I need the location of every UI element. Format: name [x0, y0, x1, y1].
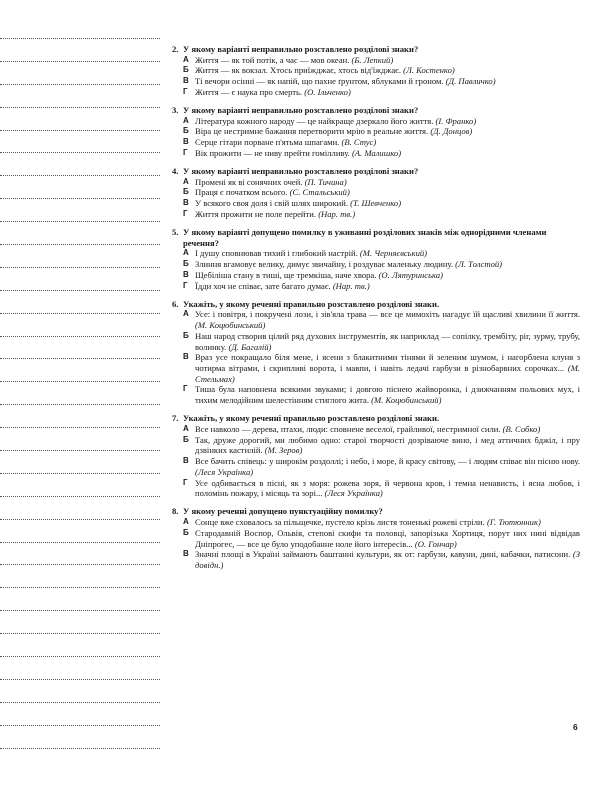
option-text [195, 435, 580, 456]
option-quote: У всякого своя доля і свій шлях широкий. [195, 198, 351, 209]
answer-option[interactable] [183, 424, 580, 435]
option-letter: В [183, 549, 189, 559]
option-letter: В [183, 269, 189, 279]
answer-option[interactable] [183, 517, 580, 528]
note-line [0, 450, 160, 451]
option-source: (О. Гончар) [414, 538, 457, 549]
option-source: (М. Зеров) [264, 445, 303, 456]
option-quote: Тиша була наповнена всякими звуками; і довгою піснею жайворонка, і дзижчанням польових мух, і тихим мелодійним шелестінням стиглого жита. [195, 384, 580, 406]
question-number: 5. [172, 227, 179, 238]
option-quote: Злиння вгамовує велику, димує звичайну, і роздуває маленьку людину. [195, 259, 456, 270]
option-quote: І душу сповнював тихий і глибокий настрій. [195, 248, 360, 259]
option-letter: В [183, 198, 189, 208]
note-line [0, 404, 160, 405]
option-text [195, 209, 580, 220]
option-letter: Б [183, 527, 189, 537]
answer-option[interactable] [183, 331, 580, 352]
option-quote: Усе: і повітря, і покручені лози, і зів'яла трава — все це мимохіть нагадує їй щасливі хвилини її життя. [195, 309, 580, 320]
note-line [0, 656, 160, 657]
option-quote: Враз усе покращало біля мене, і ясени з блакитними тінями й зеленим шумом, і нагорблена клуня з чотирма вітрами, і скрипливі ворота, і мавпи, і навіть ледачі гарбузи в різнобарвних сорочках... [195, 352, 580, 373]
option-quote: Щебіліша стану в тиші, ще тремкіша, наче хвора. [195, 269, 379, 280]
question-prompt [172, 413, 580, 424]
note-line [0, 152, 160, 153]
option-source: (Леся Українка) [324, 488, 383, 499]
option-text [195, 478, 580, 499]
option-source: (М. Черняєвський) [359, 248, 428, 259]
questions-column [172, 44, 580, 578]
option-letter: Г [183, 147, 188, 157]
option-source: (Д. Донцов) [430, 126, 473, 137]
option-quote: Все навколо — дерева, птахи, люди: сповнене веселої, грайливої, нестримної сили. [195, 424, 503, 434]
option-quote: Вік прожити — не ниву прейти гомілливу. [195, 147, 352, 158]
option-letter: В [183, 456, 189, 466]
option-letter: Г [183, 477, 188, 487]
option-quote: Значні площі в Україні займають баштанні культури, як от: гарбузи, кавуни, дині, кабачки, патисони. [195, 549, 573, 560]
answer-option[interactable] [183, 55, 580, 66]
answer-option[interactable] [183, 281, 580, 292]
option-letter: Г [183, 280, 188, 290]
note-line [0, 107, 160, 108]
answer-option[interactable] [183, 549, 580, 570]
question-prompt [172, 506, 580, 517]
option-quote: Промені як ві сонячних очей. [195, 176, 305, 187]
option-source: (А. Малишко) [351, 147, 402, 158]
option-quote: Так, друже дорогий, ми любимо одно: старої творчості дозріваюче вино, і мед аттичних бджіл, і пру дзвінких кастилій. [195, 434, 580, 456]
option-text [195, 177, 580, 188]
answer-option[interactable] [183, 126, 580, 137]
note-line [0, 313, 160, 314]
note-line [0, 473, 160, 474]
question-2 [172, 44, 580, 98]
option-text [195, 148, 580, 159]
answer-option[interactable] [183, 148, 580, 159]
question-number: 4. [172, 166, 179, 177]
option-letter: Б [183, 187, 189, 197]
option-letter: Г [183, 86, 188, 96]
option-source: (Г. Тютюнник) [486, 517, 541, 528]
option-quote: Наш народ створив цілий ряд духових інструментів, як наприклад — сопілку, трембіту, ріг, зурму, трубу, волинку. [195, 330, 580, 352]
note-line [0, 725, 160, 726]
question-3 [172, 105, 580, 159]
option-letter: Б [183, 330, 189, 340]
option-letter: А [183, 517, 189, 527]
option-source: (Л. Костенко) [403, 65, 455, 76]
note-line [0, 175, 160, 176]
option-quote: Життя прожити не поле перейти. [195, 208, 319, 219]
option-letter: А [183, 309, 189, 319]
notes-column [0, 38, 160, 771]
option-text [195, 270, 580, 281]
option-text [195, 259, 580, 270]
answer-option[interactable] [183, 435, 580, 456]
note-line [0, 61, 160, 62]
note-line [0, 679, 160, 680]
answer-option[interactable] [183, 187, 580, 198]
option-letter: А [183, 54, 189, 64]
question-4 [172, 166, 580, 220]
option-source: (О. Лятуринська) [378, 269, 443, 280]
option-source: (М. Стельмах) [195, 362, 580, 384]
note-line [0, 290, 160, 291]
answer-option[interactable] [183, 352, 580, 384]
answer-option[interactable] [183, 248, 580, 259]
question-8 [172, 506, 580, 570]
question-prompt [172, 166, 580, 177]
question-number: 7. [172, 413, 179, 424]
question-prompt [172, 44, 580, 55]
option-source: (Нар. тв.) [318, 208, 356, 219]
option-source: (Т. Шевченко) [350, 198, 402, 209]
option-text [195, 198, 580, 209]
answer-option[interactable] [183, 309, 580, 330]
question-number: 3. [172, 105, 179, 116]
option-text [195, 549, 580, 570]
option-source: (П. Тичина) [304, 176, 347, 187]
answer-option[interactable] [183, 270, 580, 281]
option-letter: В [183, 76, 189, 86]
question-5 [172, 227, 580, 291]
option-text [195, 331, 580, 352]
option-text [195, 55, 580, 66]
note-line [0, 221, 160, 222]
option-text [195, 384, 580, 405]
option-source: (І. Франко) [435, 115, 477, 126]
answer-option[interactable] [183, 384, 580, 405]
question-number: 6. [172, 298, 179, 309]
answer-option[interactable] [183, 76, 580, 87]
answer-option[interactable] [183, 259, 580, 270]
option-quote: Сонце вже сховалось за пільщечке, пустело крізь листя тоненькі рожеві стріли. [195, 517, 487, 528]
question-text: У якому варіанті неправильно розставлено розділові знаки? [183, 105, 419, 116]
note-line [0, 587, 160, 588]
option-letter: В [183, 137, 189, 147]
question-prompt [172, 299, 580, 310]
answer-option[interactable] [183, 478, 580, 499]
option-text [195, 424, 580, 435]
question-prompt [172, 227, 580, 248]
option-letter: Г [183, 384, 188, 394]
option-quote: Все бачить співець: у широкім роздоллі; і небо, і море, й красу світову, — і людям співає він пісню нову. [195, 456, 580, 467]
question-text: У якому варіанті неправильно розставлено розділові знаки? [183, 44, 419, 54]
option-text [195, 187, 580, 198]
option-text [195, 126, 580, 137]
question-text: Укажіть, у якому реченні правильно розставлено розділові знаки. [183, 413, 440, 424]
option-quote: Віра це нестримне бажання перетворити мрію в реальне життя. [195, 126, 431, 137]
option-quote: Життя — як той потік, а час — мов океан. [195, 54, 352, 65]
note-line [0, 564, 160, 565]
answer-option[interactable] [183, 87, 580, 98]
option-source: (Л. Толстой) [455, 259, 503, 270]
note-line [0, 748, 160, 749]
answer-option[interactable] [183, 65, 580, 76]
option-letter: В [183, 352, 189, 362]
question-text: У якому варіанті неправильно розставлено розділові знаки? [183, 166, 419, 177]
note-line [0, 38, 160, 39]
option-source: (С. Стальський) [289, 187, 350, 198]
question-text: У якому варіанті допущено помилку в уживанні розділових знаків між однорідними членами речення? [183, 227, 547, 248]
option-text [195, 87, 580, 98]
option-quote: Праця є початком всього. [195, 187, 290, 198]
question-6 [172, 299, 580, 406]
question-7 [172, 413, 580, 499]
option-text [195, 528, 580, 549]
option-source: (Леся Українка) [195, 466, 254, 477]
option-text [195, 137, 580, 148]
option-text [195, 248, 580, 259]
note-line [0, 130, 160, 131]
option-quote: Стародавній Воспор, Ольвія, степові скифи та половці, запорізька Хортиця, порут них нині відвідав Дніпрогес, — все це було уподобанне ноле його інтересів... [195, 527, 580, 549]
option-text [195, 352, 580, 384]
note-line [0, 610, 160, 611]
option-letter: А [183, 115, 189, 125]
option-letter: А [183, 248, 189, 258]
note-line [0, 633, 160, 634]
option-source: (М. Коцюбинський) [195, 320, 266, 331]
note-line [0, 244, 160, 245]
answer-option[interactable] [183, 198, 580, 209]
note-line [0, 542, 160, 543]
option-source: (Нар. тв.) [332, 280, 370, 291]
question-text: Укажіть, у якому реченні правильно розставлено розділові знаки. [183, 298, 440, 309]
answer-option[interactable] [183, 137, 580, 148]
answer-option[interactable] [183, 177, 580, 188]
option-source: (В. Стус) [341, 137, 377, 148]
note-line [0, 358, 160, 359]
note-line [0, 519, 160, 520]
option-quote: Життя — як вокзал. Хтось приїжджає, хтось від'їжджає. [195, 65, 404, 76]
option-letter: А [183, 424, 189, 433]
note-line [0, 702, 160, 703]
option-letter: Г [183, 208, 188, 218]
answer-option[interactable] [183, 456, 580, 477]
answer-option[interactable] [183, 528, 580, 549]
option-letter: Б [183, 126, 189, 136]
option-quote: Усе одбивається в пісні, як з моря: рожева зоря, й червона кров, і темна ненависть, і ясна любов, і поломінь пожару, і місяць та зорі... [195, 477, 580, 499]
option-source: (О. Ільченко) [304, 86, 351, 97]
option-source: (З довідн.) [195, 549, 580, 570]
question-number: 2. [172, 44, 179, 54]
answer-option[interactable] [183, 116, 580, 127]
option-text [195, 281, 580, 292]
option-letter: Б [183, 434, 189, 444]
note-line [0, 267, 160, 268]
question-prompt [172, 105, 580, 116]
option-source: (М. Коцюбинський) [371, 395, 442, 406]
option-source: (В. Собко) [502, 424, 541, 434]
option-source: (Д. Павличко) [445, 76, 496, 87]
option-text [195, 76, 580, 87]
option-quote: Життя — є наука про смерть. [195, 86, 305, 97]
option-source: (Б. Лепкий) [351, 54, 394, 65]
option-letter: Б [183, 259, 189, 269]
option-quote: Серце гітари порванe п'ятьма шпагами. [195, 137, 342, 148]
option-source: (Д. Багалій) [228, 341, 272, 352]
note-line [0, 427, 160, 428]
option-text [195, 517, 580, 528]
question-number: 8. [172, 506, 179, 517]
option-text [195, 309, 580, 330]
option-quote: Література кожного народу — це найкраще дзеркало його життя. [195, 115, 436, 126]
option-text [195, 65, 580, 76]
question-text: У якому реченні допущено пунктуаційну помилку? [183, 506, 383, 517]
note-line [0, 198, 160, 199]
note-line [0, 336, 160, 337]
option-letter: А [183, 176, 189, 186]
note-line [0, 381, 160, 382]
option-text [195, 456, 580, 477]
note-line [0, 84, 160, 85]
note-line [0, 496, 160, 497]
page-number: 6 [573, 722, 578, 732]
option-letter: Б [183, 65, 189, 75]
option-text [195, 116, 580, 127]
answer-option[interactable] [183, 209, 580, 220]
option-quote: Ті вечори осінні — як напій, що пахне ґрунтом, яблуками й гроном. [195, 76, 446, 87]
option-quote: Їдди хоч не співає, зате багато думає. [195, 280, 333, 291]
